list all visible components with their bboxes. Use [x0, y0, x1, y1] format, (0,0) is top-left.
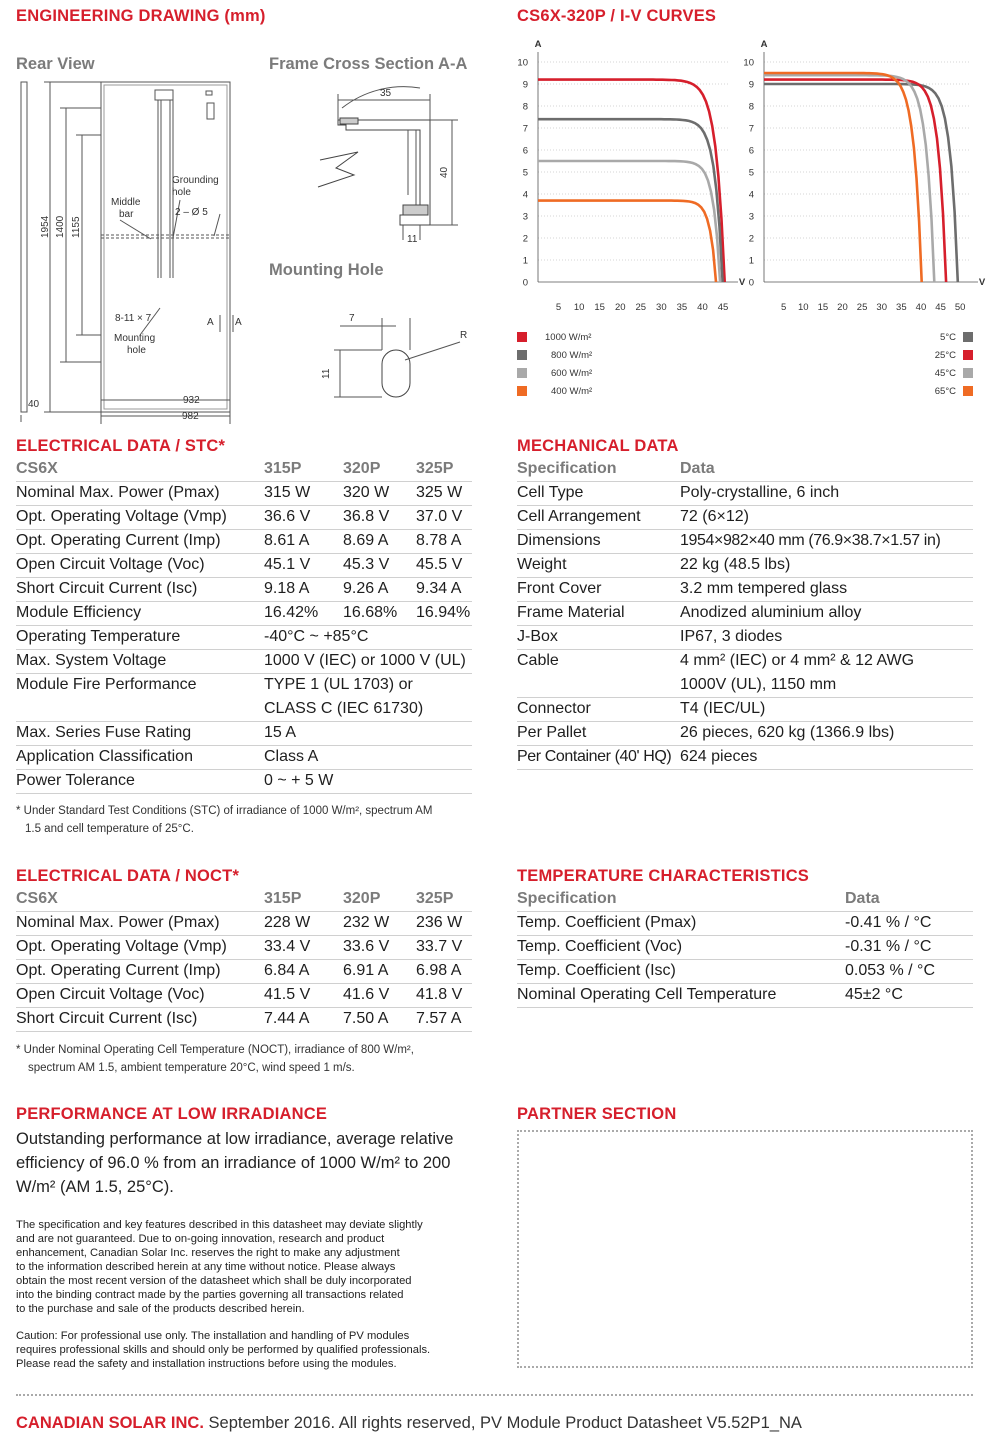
iv-x-tick-right: 20 — [837, 302, 848, 313]
iv-x-tick-right: 35 — [896, 302, 907, 313]
stc-cell: 16.68% — [343, 601, 416, 625]
noct-header-model: CS6X — [16, 887, 264, 911]
label-cs-11: 11 — [407, 234, 418, 245]
legend-label-400: 400 W/m² — [551, 386, 593, 397]
table-row — [16, 649, 472, 673]
table-row — [517, 649, 973, 673]
disclaimer-line: to the information described herein at any time without notice. Please always — [16, 1261, 396, 1273]
stc-cell: -40°C ~ +85°C — [264, 625, 472, 649]
table-row — [16, 529, 472, 553]
table-row — [517, 697, 973, 721]
iv-y-tick-left: 7 — [522, 123, 528, 135]
iv-y-tick-right: 3 — [748, 211, 754, 223]
iv-y-tick-left: 0 — [522, 277, 528, 289]
stc-row-label: Nominal Max. Power (Pmax) — [16, 481, 264, 505]
table-row — [517, 505, 973, 529]
mech-value: T4 (IEC/UL) — [680, 697, 973, 721]
mech-value: 3.2 mm tempered glass — [680, 577, 973, 601]
table-row — [16, 577, 472, 601]
label-dim-1400: 1400 — [55, 215, 66, 238]
iv-x-tick-left: 30 — [656, 302, 667, 313]
disclaimer-line: enhancement, Canadian Solar Inc. reserves the right to make any adjustment — [16, 1247, 400, 1259]
label-section-a-left: A — [207, 317, 214, 328]
table-row — [517, 959, 973, 983]
stc-row-label: Max. Series Fuse Rating — [16, 721, 264, 745]
footer-divider — [16, 1394, 973, 1396]
iv-x-tick-left: 25 — [635, 302, 647, 313]
legend-swatch-5c — [963, 332, 973, 342]
noct-row-label: Opt. Operating Current (Imp) — [16, 959, 264, 983]
cross-section-title: Frame Cross Section A-A — [269, 55, 468, 73]
mech-value: 26 pieces, 620 kg (1366.9 lbs) — [680, 721, 973, 745]
stc-header-325: 325P — [416, 457, 472, 481]
stc-header-row — [16, 457, 472, 481]
table-row — [16, 601, 472, 625]
stc-cell: TYPE 1 (UL 1703) or — [264, 676, 413, 694]
iv-x-tick-right: 25 — [856, 302, 868, 313]
stc-row-label: Application Classification — [16, 745, 264, 769]
stc-cell: 0 ~ + 5 W — [264, 769, 472, 793]
iv-x-tick-left: 15 — [594, 302, 605, 313]
mech-label: Cell Type — [517, 481, 680, 505]
legend-swatch-600 — [517, 368, 527, 378]
stc-row-label: Opt. Operating Voltage (Vmp) — [16, 505, 264, 529]
legend-swatch-1000 — [517, 332, 527, 342]
iv-y-tick-left: 10 — [517, 57, 528, 69]
mech-value: 1954×982×40 mm (76.9×38.7×1.57 in) — [680, 529, 973, 553]
label-mount-dim: 8-11 × 7 — [115, 313, 152, 324]
iv-x-tick-left: 45 — [717, 302, 729, 313]
iv-y-tick-right: 8 — [748, 101, 754, 113]
temp-table — [517, 887, 973, 1008]
mech-header-row — [517, 457, 973, 481]
iv-x-tick-right: 45 — [935, 302, 946, 313]
iv-curve-right — [764, 73, 922, 282]
noct-header-315: 315P — [264, 887, 343, 911]
footer — [16, 1414, 802, 1433]
table-row — [16, 959, 472, 983]
table-row — [16, 697, 472, 721]
label-grounding-1: Grounding — [172, 175, 219, 186]
label-mh-11: 11 — [321, 368, 332, 379]
noct-cell: 232 W — [343, 911, 416, 935]
stc-row-label: Module Fire Performance — [16, 676, 197, 694]
iv-y-tick-right: 10 — [743, 57, 754, 69]
iv-x-tick-left: 20 — [614, 302, 626, 313]
stc-cell: 37.0 V — [416, 505, 472, 529]
stc-cell: 8.61 A — [264, 529, 343, 553]
mech-title: MECHANICAL DATA — [517, 437, 679, 455]
table-row — [16, 673, 472, 697]
legend-label-5c: 5°C — [940, 332, 956, 343]
label-dim-982: 982 — [182, 411, 199, 422]
table-row — [16, 1007, 472, 1031]
table-row — [16, 553, 472, 577]
iv-y-tick-left: 5 — [522, 167, 528, 179]
noct-cell: 7.44 A — [264, 1007, 343, 1031]
table-row — [16, 745, 472, 769]
stc-cell: 45.1 V — [264, 553, 343, 577]
iv-y-unit-right: A — [760, 39, 768, 50]
mech-label: Cable — [517, 652, 559, 670]
legend-label-800: 800 W/m² — [551, 350, 593, 361]
iv-x-tick-right: 30 — [876, 302, 888, 313]
legend-swatch-400 — [517, 386, 527, 396]
partner-box — [517, 1130, 973, 1368]
noct-cell: 33.4 V — [264, 935, 343, 959]
stc-cell: 9.26 A — [343, 577, 416, 601]
noct-header-320: 320P — [343, 887, 416, 911]
stc-row-label: Power Tolerance — [16, 769, 264, 793]
disclaimer-line: The specification and key features described in this datasheet may deviate slightly — [16, 1219, 423, 1231]
mech-header-spec: Specification — [517, 457, 680, 481]
legend-swatch-800 — [517, 350, 527, 360]
noct-note-1: * Under Nominal Operating Cell Temperature (NOCT), irradiance of 800 W/m², — [16, 1044, 414, 1056]
stc-cell: Class A — [264, 745, 472, 769]
footer-text: September 2016. All rights reserved, PV Module Product Datasheet V5.52P1_NA — [203, 1414, 802, 1432]
stc-cell: 325 W — [416, 481, 472, 505]
noct-cell: 6.84 A — [264, 959, 343, 983]
iv-y-tick-right: 4 — [748, 189, 754, 201]
disclaimer-line: and are not guaranteed. Due to on-going innovation, research and product — [16, 1233, 385, 1245]
iv-y-tick-right: 5 — [748, 167, 754, 179]
table-row — [517, 721, 973, 745]
table-row — [16, 983, 472, 1007]
disclaimer-line: obtain the most recent version of the datasheet which shall be duly incorporated — [16, 1275, 412, 1287]
disclaimer-line: to the purchase and sale of the products described herein. — [16, 1303, 305, 1315]
iv-y-tick-left: 3 — [522, 211, 528, 223]
legend-label-25c: 25°C — [934, 350, 956, 361]
label-middle-2: bar — [119, 209, 134, 220]
iv-title: CS6X-320P / I-V CURVES — [517, 7, 717, 25]
iv-curve-left — [538, 201, 716, 282]
temp-label: Nominal Operating Cell Temperature — [517, 983, 845, 1007]
iv-y-tick-right: 1 — [748, 255, 754, 267]
table-row — [517, 601, 973, 625]
iv-x-tick-left: 35 — [676, 302, 688, 313]
label-mh-r: R — [460, 330, 468, 341]
iv-x-tick-right: 10 — [797, 302, 809, 313]
stc-cell: 1000 V (IEC) or 1000 V (UL) — [264, 649, 472, 673]
iv-x-unit-left: V — [738, 277, 746, 288]
label-dim-40: 40 — [28, 399, 40, 410]
label-dim-932: 932 — [183, 395, 200, 406]
table-row — [16, 721, 472, 745]
stc-cell: 45.3 V — [343, 553, 416, 577]
table-row — [517, 983, 973, 1007]
stc-title: ELECTRICAL DATA / STC* — [16, 437, 226, 455]
mech-label: Per Container (40' HQ) — [517, 745, 680, 769]
mech-label: Weight — [517, 553, 680, 577]
noct-header-325: 325P — [416, 887, 472, 911]
label-cs-40: 40 — [439, 166, 450, 178]
temp-value: 45±2 °C — [845, 983, 973, 1007]
side-profile — [21, 82, 27, 412]
table-row — [16, 505, 472, 529]
stc-note-1: * Under Standard Test Conditions (STC) of irradiance of 1000 W/m², spectrum AM — [16, 805, 433, 817]
mech-label: Per Pallet — [517, 721, 680, 745]
iv-y-unit-left: A — [534, 39, 542, 50]
noct-cell: 7.57 A — [416, 1007, 472, 1031]
table-row — [16, 625, 472, 649]
table-row — [517, 625, 973, 649]
stc-cell: 16.94% — [416, 601, 472, 625]
legend-swatch-45c — [963, 368, 973, 378]
stc-cell: CLASS C (IEC 61730) — [264, 697, 472, 721]
performance-text — [16, 1127, 453, 1199]
iv-curve-right — [764, 80, 946, 282]
footer-company: CANADIAN SOLAR INC. — [16, 1414, 204, 1432]
iv-y-tick-right: 6 — [748, 145, 754, 157]
noct-row-label: Opt. Operating Voltage (Vmp) — [16, 935, 264, 959]
temp-header-row — [517, 887, 973, 911]
mech-value: 4 mm² (IEC) or 4 mm² & 12 AWG — [680, 652, 915, 670]
stc-row-label: Operating Temperature — [16, 625, 264, 649]
label-grounding-dim: 2 – Ø 5 — [175, 207, 208, 218]
noct-cell: 33.7 V — [416, 935, 472, 959]
mech-table — [517, 457, 973, 770]
iv-y-tick-right: 0 — [748, 277, 754, 289]
table-row — [16, 769, 472, 793]
label-grounding-2: hole — [172, 187, 191, 198]
noct-cell: 6.98 A — [416, 959, 472, 983]
mech-label: Cell Arrangement — [517, 505, 680, 529]
iv-y-tick-right: 2 — [748, 233, 754, 245]
mech-label: Front Cover — [517, 577, 680, 601]
disclaimer — [16, 1218, 423, 1316]
legend-swatch-25c — [963, 350, 973, 360]
table-row — [517, 745, 973, 769]
noct-header-row — [16, 887, 472, 911]
iv-x-tick-left: 5 — [555, 302, 562, 313]
noct-cell: 236 W — [416, 911, 472, 935]
noct-row-label: Open Circuit Voltage (Voc) — [16, 983, 264, 1007]
stc-row-label: Opt. Operating Current (Imp) — [16, 529, 264, 553]
table-row — [517, 529, 973, 553]
iv-y-tick-left: 9 — [522, 79, 528, 91]
table-row — [517, 553, 973, 577]
stc-cell: 320 W — [343, 481, 416, 505]
mech-label: Dimensions — [517, 529, 680, 553]
mech-label: Frame Material — [517, 601, 680, 625]
label-mount-2: hole — [127, 345, 146, 356]
table-row — [517, 577, 973, 601]
noct-cell: 41.8 V — [416, 983, 472, 1007]
label-mh-7: 7 — [349, 313, 355, 324]
iv-x-tick-left: 40 — [697, 302, 708, 313]
temp-value: -0.31 % / °C — [845, 935, 973, 959]
temp-title: TEMPERATURE CHARACTERISTICS — [517, 867, 810, 885]
noct-cell: 33.6 V — [343, 935, 416, 959]
noct-cell: 6.91 A — [343, 959, 416, 983]
stc-note-2: 1.5 and cell temperature of 25°C. — [25, 823, 194, 835]
label-section-a-right: A — [235, 317, 242, 328]
iv-x-unit-right: V — [978, 277, 986, 288]
stc-row-label: Short Circuit Current (Isc) — [16, 577, 264, 601]
iv-x-tick-right: 50 — [954, 302, 966, 313]
stc-cell: 16.42% — [264, 601, 343, 625]
table-row — [517, 481, 973, 505]
iv-x-tick-right: 15 — [817, 302, 829, 313]
stc-header-320: 320P — [343, 457, 416, 481]
table-row — [517, 911, 973, 935]
stc-row-label: Max. System Voltage — [16, 649, 264, 673]
stc-header-model: CS6X — [16, 457, 264, 481]
mech-value: 624 pieces — [680, 745, 973, 769]
legend-label-600: 600 W/m² — [551, 368, 593, 379]
stc-cell: 9.34 A — [416, 577, 472, 601]
engineering-drawing-title: ENGINEERING DRAWING (mm) — [16, 7, 266, 25]
table-row — [16, 481, 472, 505]
iv-y-tick-left: 8 — [522, 101, 528, 113]
temp-value: -0.41 % / °C — [845, 911, 973, 935]
mech-value: Poly-crystalline, 6 inch — [680, 481, 973, 505]
table-row — [517, 935, 973, 959]
performance-title: PERFORMANCE AT LOW IRRADIANCE — [16, 1105, 328, 1123]
mech-value: IP67, 3 diodes — [680, 625, 973, 649]
table-row — [16, 935, 472, 959]
iv-y-tick-right: 9 — [748, 79, 754, 91]
rear-panel — [101, 82, 230, 412]
label-dim-1954: 1954 — [40, 215, 51, 238]
mech-value: 72 (6×12) — [680, 505, 973, 529]
noct-row-label: Nominal Max. Power (Pmax) — [16, 911, 264, 935]
iv-curve-left — [538, 80, 725, 282]
stc-header-315: 315P — [264, 457, 343, 481]
performance-line-1: Outstanding performance at low irradiance, average relative — [16, 1130, 454, 1148]
iv-y-tick-left: 6 — [522, 145, 528, 157]
noct-row-label: Short Circuit Current (Isc) — [16, 1007, 264, 1031]
temp-label: Temp. Coefficient (Isc) — [517, 959, 845, 983]
performance-line-2: efficiency of 96.0 % from an irradiance of 1000 W/m² to 200 — [16, 1154, 451, 1172]
legend-label-45c: 45°C — [934, 368, 956, 379]
iv-x-tick-right: 5 — [780, 302, 787, 313]
noct-cell: 7.50 A — [343, 1007, 416, 1031]
label-dim-1155: 1155 — [71, 216, 82, 238]
performance-line-3: W/m² (AM 1.5, 25°C). — [16, 1178, 174, 1196]
caution-line: Please read the safety and installation instructions before using the modules. — [16, 1358, 397, 1370]
mech-value: 22 kg (48.5 lbs) — [680, 553, 973, 577]
legend-label-1000: 1000 W/m² — [545, 332, 592, 343]
table-row — [16, 911, 472, 935]
rear-view-title: Rear View — [16, 55, 95, 73]
mech-header-data: Data — [680, 457, 973, 481]
engineering-drawing — [0, 60, 500, 430]
iv-x-tick-right: 40 — [915, 302, 927, 313]
iv-y-tick-left: 4 — [522, 189, 528, 201]
stc-cell: 36.6 V — [264, 505, 343, 529]
mech-label: J-Box — [517, 625, 680, 649]
stc-cell: 9.18 A — [264, 577, 343, 601]
label-middle-1: Middle — [111, 197, 141, 208]
temp-header-spec: Specification — [517, 887, 845, 911]
mech-value: 1000V (UL), 1150 mm — [680, 673, 973, 697]
caution-line: Caution: For professional use only. The installation and handling of PV modules — [16, 1330, 410, 1342]
noct-table — [16, 887, 472, 1032]
stc-row-label: Module Efficiency — [16, 601, 264, 625]
temp-label: Temp. Coefficient (Voc) — [517, 935, 845, 959]
noct-cell: 41.5 V — [264, 983, 343, 1007]
legend-label-65c: 65°C — [934, 386, 956, 397]
stc-row-label: Open Circuit Voltage (Voc) — [16, 553, 264, 577]
disclaimer-line: into the binding contract made by the parties governing all transactions related — [16, 1289, 404, 1301]
iv-y-tick-left: 2 — [522, 233, 528, 245]
caution-line: requires professional skills and should only be performed by qualified professionals. — [16, 1344, 431, 1356]
stc-cell: 8.78 A — [416, 529, 472, 553]
temp-value: 0.053 % / °C — [845, 959, 973, 983]
temp-label: Temp. Coefficient (Pmax) — [517, 911, 845, 935]
table-row — [517, 673, 973, 697]
iv-y-tick-left: 1 — [522, 255, 528, 267]
mounting-hole-title: Mounting Hole — [269, 261, 384, 279]
partner-title: PARTNER SECTION — [517, 1105, 677, 1123]
label-mount-1: Mounting — [114, 333, 156, 344]
noct-cell: 228 W — [264, 911, 343, 935]
iv-curve-left — [538, 161, 720, 282]
stc-cell: 8.69 A — [343, 529, 416, 553]
stc-table — [16, 457, 472, 794]
mech-label: Connector — [517, 697, 680, 721]
iv-y-tick-right: 7 — [748, 123, 754, 135]
stc-cell: 36.8 V — [343, 505, 416, 529]
noct-note-2: spectrum AM 1.5, ambient temperature 20°C, wind speed 1 m/s. — [28, 1062, 355, 1074]
caution — [16, 1329, 430, 1371]
stc-cell: 45.5 V — [416, 553, 472, 577]
iv-x-tick-left: 10 — [573, 302, 585, 313]
stc-cell: 315 W — [264, 481, 343, 505]
noct-title: ELECTRICAL DATA / NOCT* — [16, 867, 240, 885]
mech-value: Anodized aluminium alloy — [680, 601, 973, 625]
legend-swatch-65c — [963, 386, 973, 396]
iv-chart-area — [500, 30, 1000, 320]
noct-cell: 41.6 V — [343, 983, 416, 1007]
stc-cell: 15 A — [264, 721, 472, 745]
label-cs-35: 35 — [380, 88, 392, 99]
temp-header-data: Data — [845, 887, 973, 911]
